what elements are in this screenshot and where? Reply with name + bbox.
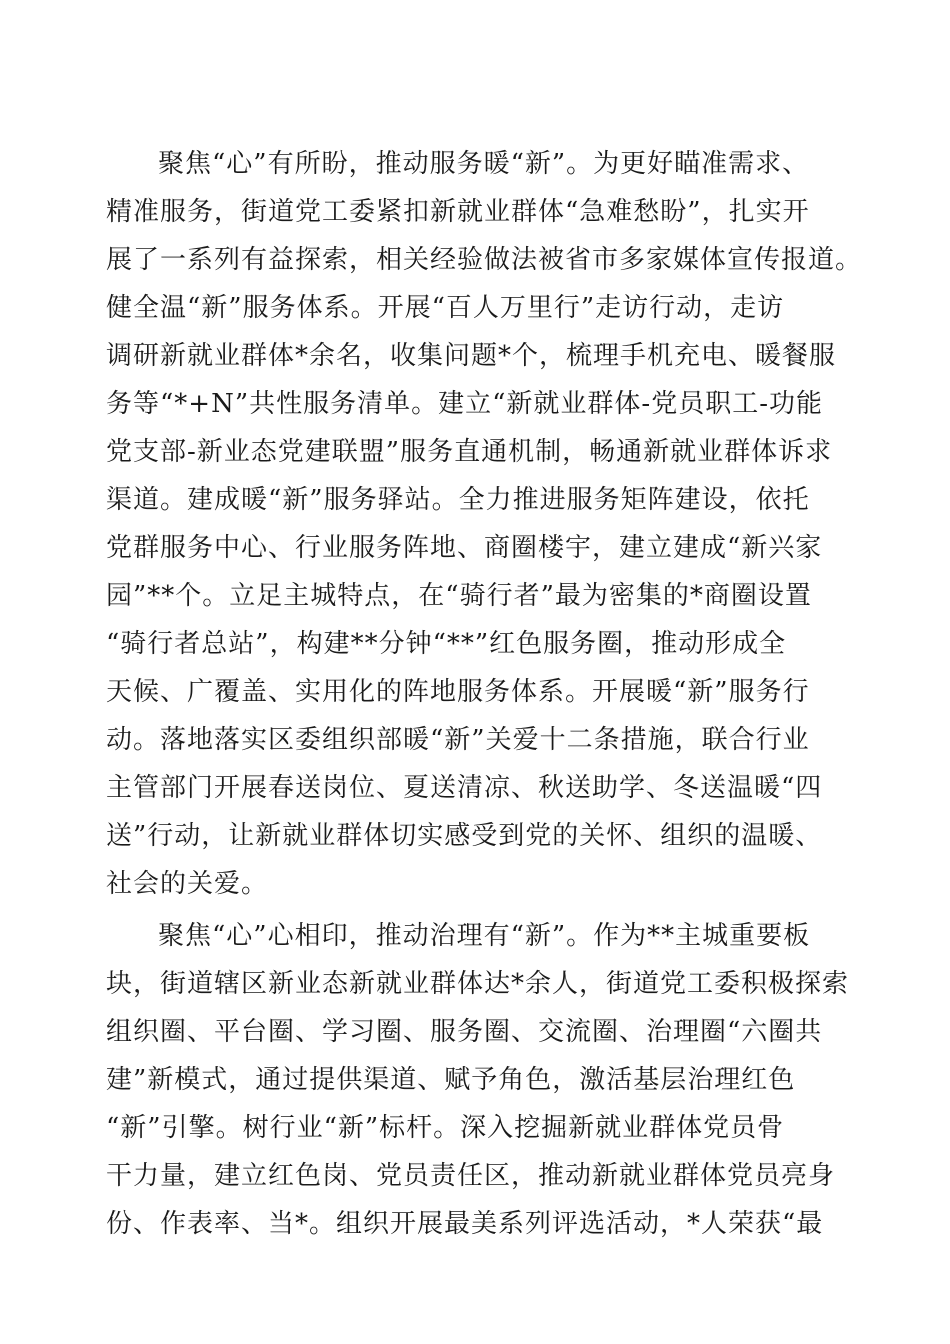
- text-line-16: 社会的关爱。: [106, 869, 269, 899]
- text-line-10: 园”**个。立足主城特点，在“骑行者”最为密集的*商圈设置: [106, 581, 812, 611]
- text-line-13: 动。落地落实区委组织部暖“新”关爱十二条措施，联合行业: [106, 725, 810, 755]
- text-line-1: 聚焦“心”有所盼，推动服务暖“新”。为更好瞄准需求、: [158, 149, 810, 179]
- text-line-3: 展了一系列有益探索，相关经验做法被省市多家媒体宣传报道。: [106, 245, 863, 275]
- text-line-21: “新”引擎。树行业“新”标杆。深入挖掘新就业群体党员骨: [106, 1113, 785, 1143]
- text-line-19: 组织圈、平台圈、学习圈、服务圈、交流圈、治理圈“六圈共: [106, 1017, 823, 1047]
- text-line-4: 健全温“新”服务体系。开展“百人万里行”走访行动，走访: [106, 293, 785, 323]
- text-line-20: 建”新模式，通过提供渠道、赋予角色，激活基层治理红色: [106, 1065, 796, 1095]
- text-line-15: 送”行动，让新就业群体切实感受到党的关怀、组织的温暖、: [106, 821, 823, 851]
- text-line-17: 聚焦“心”心相印，推动治理有“新”。作为**主城重要板: [158, 921, 811, 951]
- text-line-11: “骑行者总站”，构建**分钟“**”红色服务圈，推动形成全: [106, 629, 787, 659]
- text-line-18: 块，街道辖区新业态新就业群体达*余人，街道党工委积极探索: [106, 969, 850, 999]
- text-line-9: 党群服务中心、行业服务阵地、商圈楼宇，建立建成“新兴家: [106, 533, 823, 563]
- text-line-23: 份、作表率、当*。组织开展最美系列评选活动，*人荣获“最: [106, 1209, 824, 1239]
- text-line-6: 务等“*+N”共性服务清单。建立“新就业群体-党员职工-功能: [106, 389, 823, 419]
- text-line-2: 精准服务，街道党工委紧扣新就业群体“急难愁盼”，扎实开: [106, 197, 810, 227]
- text-line-7: 党支部-新业态党建联盟”服务直通机制，畅通新就业群体诉求: [106, 437, 833, 467]
- text-line-22: 干力量，建立红色岗、党员责任区，推动新就业群体党员亮身: [106, 1161, 836, 1191]
- text-line-14: 主管部门开展春送岗位、夏送清凉、秋送助学、冬送温暖“四: [106, 773, 823, 803]
- text-line-5: 调研新就业群体*余名，收集问题*个，梳理手机充电、暖餐服: [106, 341, 837, 371]
- text-line-12: 天候、广覆盖、实用化的阵地服务体系。开展暖“新”服务行: [106, 677, 810, 707]
- text-line-8: 渠道。建成暖“新”服务驿站。全力推进服务矩阵建设，依托: [106, 485, 810, 515]
